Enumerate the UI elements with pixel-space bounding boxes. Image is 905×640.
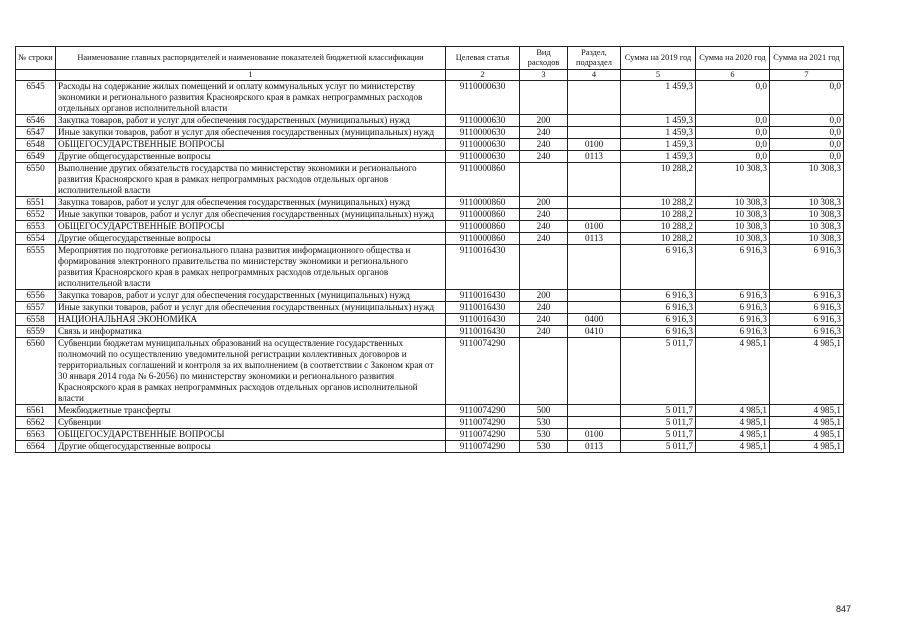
row-number: 6547 bbox=[16, 127, 56, 139]
row-target-article: 9110016430 bbox=[446, 290, 520, 302]
row-number: 6557 bbox=[16, 302, 56, 314]
row-number: 6556 bbox=[16, 290, 56, 302]
table-row bbox=[16, 139, 844, 151]
row-number: 6564 bbox=[16, 441, 56, 453]
row-section bbox=[568, 245, 621, 290]
row-target-article: 9110000860 bbox=[446, 197, 520, 209]
row-sum-2021: 10 308,3 bbox=[770, 197, 844, 209]
row-sum-2020: 6 916,3 bbox=[696, 290, 770, 302]
table-row bbox=[16, 314, 844, 326]
row-sum-2021: 6 916,3 bbox=[770, 245, 844, 290]
row-expense-type: 530 bbox=[520, 441, 568, 453]
row-sum-2020: 10 308,3 bbox=[696, 163, 770, 197]
row-sum-2019: 1 459,3 bbox=[621, 151, 696, 163]
row-sum-2021: 6 916,3 bbox=[770, 290, 844, 302]
row-sum-2019: 6 916,3 bbox=[621, 245, 696, 290]
header-row bbox=[16, 47, 844, 70]
row-target-article: 9110000860 bbox=[446, 221, 520, 233]
row-sum-2019: 1 459,3 bbox=[621, 139, 696, 151]
row-section: 0100 bbox=[568, 139, 621, 151]
table-row bbox=[16, 405, 844, 417]
row-target-article: 9110000860 bbox=[446, 209, 520, 221]
row-target-article: 9110074290 bbox=[446, 405, 520, 417]
row-name: Связь и информатика bbox=[56, 326, 446, 338]
row-expense-type bbox=[520, 163, 568, 197]
header-sum-2019: Сумма на 2019 год bbox=[621, 47, 696, 70]
row-target-article: 9110016430 bbox=[446, 314, 520, 326]
row-sum-2019: 5 011,7 bbox=[621, 417, 696, 429]
row-number: 6553 bbox=[16, 221, 56, 233]
row-sum-2020: 6 916,3 bbox=[696, 302, 770, 314]
row-expense-type: 240 bbox=[520, 209, 568, 221]
row-target-article: 9110000630 bbox=[446, 139, 520, 151]
row-number: 6563 bbox=[16, 429, 56, 441]
row-expense-type: 240 bbox=[520, 314, 568, 326]
table-row bbox=[16, 115, 844, 127]
row-name: Закупка товаров, работ и услуг для обеспечения государственных (муниципальных) нужд bbox=[56, 197, 446, 209]
table-row bbox=[16, 127, 844, 139]
row-expense-type: 240 bbox=[520, 127, 568, 139]
row-name: Закупка товаров, работ и услуг для обеспечения государственных (муниципальных) нужд bbox=[56, 115, 446, 127]
table-row bbox=[16, 221, 844, 233]
row-name: Выполнение других обязательств государства по министерству экономики и регионального развития Красноярского края в рамках непрограммных расходов отдельных органов исполнительной власти bbox=[56, 163, 446, 197]
row-sum-2019: 10 288,2 bbox=[621, 233, 696, 245]
row-name: Другие общегосударственные вопросы bbox=[56, 233, 446, 245]
row-name: ОБЩЕГОСУДАРСТВЕННЫЕ ВОПРОСЫ bbox=[56, 139, 446, 151]
row-expense-type: 240 bbox=[520, 139, 568, 151]
table-row bbox=[16, 163, 844, 197]
row-expense-type: 530 bbox=[520, 429, 568, 441]
table-row bbox=[16, 441, 844, 453]
row-expense-type: 240 bbox=[520, 326, 568, 338]
row-section bbox=[568, 405, 621, 417]
row-target-article: 9110016430 bbox=[446, 245, 520, 290]
row-expense-type: 200 bbox=[520, 115, 568, 127]
row-name: Другие общегосударственные вопросы bbox=[56, 441, 446, 453]
row-section bbox=[568, 338, 621, 405]
row-section bbox=[568, 290, 621, 302]
row-section: 0410 bbox=[568, 326, 621, 338]
row-sum-2020: 0,0 bbox=[696, 127, 770, 139]
row-sum-2020: 4 985,1 bbox=[696, 429, 770, 441]
row-section bbox=[568, 115, 621, 127]
row-target-article: 9110074290 bbox=[446, 441, 520, 453]
row-sum-2020: 0,0 bbox=[696, 115, 770, 127]
row-sum-2020: 0,0 bbox=[696, 81, 770, 115]
row-section: 0100 bbox=[568, 221, 621, 233]
row-name: Иные закупки товаров, работ и услуг для обеспечения государственных (муниципальных) нужд bbox=[56, 127, 446, 139]
row-target-article: 9110000630 bbox=[446, 81, 520, 115]
row-name: Субвенции bbox=[56, 417, 446, 429]
row-target-article: 9110074290 bbox=[446, 417, 520, 429]
row-section: 0100 bbox=[568, 429, 621, 441]
row-expense-type bbox=[520, 81, 568, 115]
row-expense-type: 200 bbox=[520, 197, 568, 209]
row-sum-2020: 10 308,3 bbox=[696, 197, 770, 209]
header-type: Вид расходов bbox=[520, 47, 568, 70]
row-sum-2021: 0,0 bbox=[770, 115, 844, 127]
table-row bbox=[16, 233, 844, 245]
row-sum-2021: 4 985,1 bbox=[770, 429, 844, 441]
row-expense-type: 200 bbox=[520, 290, 568, 302]
row-section bbox=[568, 302, 621, 314]
row-section: 0400 bbox=[568, 314, 621, 326]
table-row bbox=[16, 151, 844, 163]
budget-table bbox=[15, 46, 844, 453]
header-target: Целевая статья bbox=[446, 47, 520, 70]
table-body bbox=[16, 81, 844, 453]
row-section: 0113 bbox=[568, 233, 621, 245]
row-expense-type: 530 bbox=[520, 417, 568, 429]
row-sum-2019: 1 459,3 bbox=[621, 115, 696, 127]
row-sum-2021: 4 985,1 bbox=[770, 338, 844, 405]
row-target-article: 9110016430 bbox=[446, 326, 520, 338]
row-sum-2021: 0,0 bbox=[770, 151, 844, 163]
page-number: 847 bbox=[836, 604, 852, 614]
row-expense-type: 240 bbox=[520, 151, 568, 163]
row-sum-2021: 0,0 bbox=[770, 127, 844, 139]
row-sum-2021: 0,0 bbox=[770, 139, 844, 151]
row-section bbox=[568, 197, 621, 209]
row-name: НАЦИОНАЛЬНАЯ ЭКОНОМИКА bbox=[56, 314, 446, 326]
row-number: 6559 bbox=[16, 326, 56, 338]
table-row bbox=[16, 326, 844, 338]
row-sum-2021: 4 985,1 bbox=[770, 441, 844, 453]
row-sum-2019: 6 916,3 bbox=[621, 314, 696, 326]
row-number: 6555 bbox=[16, 245, 56, 290]
row-number: 6552 bbox=[16, 209, 56, 221]
row-sum-2019: 10 288,2 bbox=[621, 197, 696, 209]
row-sum-2019: 1 459,3 bbox=[621, 127, 696, 139]
row-sum-2020: 0,0 bbox=[696, 139, 770, 151]
row-sum-2019: 5 011,7 bbox=[621, 441, 696, 453]
row-number: 6561 bbox=[16, 405, 56, 417]
row-section: 0113 bbox=[568, 151, 621, 163]
row-sum-2019: 5 011,7 bbox=[621, 405, 696, 417]
row-sum-2021: 10 308,3 bbox=[770, 221, 844, 233]
row-number: 6560 bbox=[16, 338, 56, 405]
row-expense-type: 240 bbox=[520, 221, 568, 233]
row-sum-2020: 4 985,1 bbox=[696, 417, 770, 429]
row-target-article: 9110016430 bbox=[446, 302, 520, 314]
row-sum-2020: 6 916,3 bbox=[696, 245, 770, 290]
row-sum-2020: 6 916,3 bbox=[696, 314, 770, 326]
table-row bbox=[16, 338, 844, 405]
column-number: 6 bbox=[696, 70, 770, 81]
header-section: Раздел, подраздел bbox=[568, 47, 621, 70]
row-sum-2020: 10 308,3 bbox=[696, 221, 770, 233]
header-name: Наименование главных распорядителей и наименование показателей бюджетной классификации bbox=[56, 47, 446, 70]
header-sum-2020: Сумма на 2020 год bbox=[696, 47, 770, 70]
row-number: 6558 bbox=[16, 314, 56, 326]
row-section: 0113 bbox=[568, 441, 621, 453]
row-expense-type: 240 bbox=[520, 233, 568, 245]
row-target-article: 9110000630 bbox=[446, 115, 520, 127]
row-target-article: 9110000630 bbox=[446, 127, 520, 139]
row-section bbox=[568, 417, 621, 429]
row-section bbox=[568, 209, 621, 221]
column-number: 3 bbox=[520, 70, 568, 81]
row-section bbox=[568, 81, 621, 115]
row-number: 6554 bbox=[16, 233, 56, 245]
column-number-row bbox=[16, 70, 844, 81]
row-expense-type bbox=[520, 338, 568, 405]
row-sum-2020: 10 308,3 bbox=[696, 209, 770, 221]
row-target-article: 9110000860 bbox=[446, 163, 520, 197]
column-number: 7 bbox=[770, 70, 844, 81]
row-sum-2019: 5 011,7 bbox=[621, 429, 696, 441]
row-sum-2020: 6 916,3 bbox=[696, 326, 770, 338]
table-row bbox=[16, 290, 844, 302]
row-sum-2021: 6 916,3 bbox=[770, 302, 844, 314]
row-name: Мероприятия по подготовке регионального плана развития информационного общества и формирования электронного правительства по министерству экономики и регионального развития Красноярского края в рамках непрограммных расходов отдельных органов исполнительной власти bbox=[56, 245, 446, 290]
row-sum-2019: 10 288,2 bbox=[621, 163, 696, 197]
row-sum-2019: 6 916,3 bbox=[621, 290, 696, 302]
row-sum-2020: 10 308,3 bbox=[696, 233, 770, 245]
row-sum-2021: 10 308,3 bbox=[770, 163, 844, 197]
column-number bbox=[16, 70, 56, 81]
row-name: Другие общегосударственные вопросы bbox=[56, 151, 446, 163]
row-sum-2021: 4 985,1 bbox=[770, 405, 844, 417]
row-sum-2019: 1 459,3 bbox=[621, 81, 696, 115]
row-sum-2019: 5 011,7 bbox=[621, 338, 696, 405]
row-name: ОБЩЕГОСУДАРСТВЕННЫЕ ВОПРОСЫ bbox=[56, 221, 446, 233]
row-expense-type bbox=[520, 245, 568, 290]
row-number: 6562 bbox=[16, 417, 56, 429]
table-row bbox=[16, 245, 844, 290]
row-expense-type: 500 bbox=[520, 405, 568, 417]
row-sum-2020: 4 985,1 bbox=[696, 405, 770, 417]
row-sum-2021: 0,0 bbox=[770, 81, 844, 115]
row-name: Иные закупки товаров, работ и услуг для обеспечения государственных (муниципальных) нужд bbox=[56, 209, 446, 221]
row-sum-2019: 6 916,3 bbox=[621, 326, 696, 338]
row-sum-2019: 10 288,2 bbox=[621, 209, 696, 221]
row-sum-2021: 10 308,3 bbox=[770, 233, 844, 245]
row-name: Расходы на содержание жилых помещений и оплату коммунальных услуг по министерству экономики и регионального развития Красноярского края в рамках непрограммных расходов отдельных органов исполнительной власти bbox=[56, 81, 446, 115]
row-section bbox=[568, 163, 621, 197]
column-number: 2 bbox=[446, 70, 520, 81]
row-sum-2021: 10 308,3 bbox=[770, 209, 844, 221]
row-number: 6549 bbox=[16, 151, 56, 163]
row-expense-type: 240 bbox=[520, 302, 568, 314]
row-target-article: 9110074290 bbox=[446, 338, 520, 405]
column-number: 5 bbox=[621, 70, 696, 81]
row-sum-2021: 6 916,3 bbox=[770, 314, 844, 326]
table-row bbox=[16, 429, 844, 441]
row-number: 6550 bbox=[16, 163, 56, 197]
row-sum-2020: 4 985,1 bbox=[696, 338, 770, 405]
row-sum-2019: 6 916,3 bbox=[621, 302, 696, 314]
row-sum-2020: 0,0 bbox=[696, 151, 770, 163]
table-row bbox=[16, 197, 844, 209]
row-sum-2021: 4 985,1 bbox=[770, 417, 844, 429]
row-name: Иные закупки товаров, работ и услуг для обеспечения государственных (муниципальных) нужд bbox=[56, 302, 446, 314]
row-name: ОБЩЕГОСУДАРСТВЕННЫЕ ВОПРОСЫ bbox=[56, 429, 446, 441]
table-row bbox=[16, 302, 844, 314]
column-number: 4 bbox=[568, 70, 621, 81]
row-number: 6546 bbox=[16, 115, 56, 127]
header-sum-2021: Сумма на 2021 год bbox=[770, 47, 844, 70]
row-name: Межбюджетные трансферты bbox=[56, 405, 446, 417]
row-number: 6551 bbox=[16, 197, 56, 209]
row-sum-2020: 4 985,1 bbox=[696, 441, 770, 453]
table-row bbox=[16, 417, 844, 429]
row-name: Субвенции бюджетам муниципальных образований на осуществление государственных полномочий по осуществлению уведомительной регистрации коллективных договоров и территориальных соглашений и контроля за их выполнением (в соответствии с Законом края от 30 января 2014 года № 6-2056) по министерству экономики и регионального развития Красноярского края в рамках непрограммных расходов отдельных органов исполнительной власти bbox=[56, 338, 446, 405]
row-number: 6548 bbox=[16, 139, 56, 151]
row-section bbox=[568, 127, 621, 139]
row-target-article: 9110074290 bbox=[446, 429, 520, 441]
row-sum-2021: 6 916,3 bbox=[770, 326, 844, 338]
row-number: 6545 bbox=[16, 81, 56, 115]
row-sum-2019: 10 288,2 bbox=[621, 221, 696, 233]
header-row-no: № строки bbox=[16, 47, 56, 70]
table-row bbox=[16, 81, 844, 115]
row-target-article: 9110000630 bbox=[446, 151, 520, 163]
row-name: Закупка товаров, работ и услуг для обеспечения государственных (муниципальных) нужд bbox=[56, 290, 446, 302]
table-row bbox=[16, 209, 844, 221]
row-target-article: 9110000860 bbox=[446, 233, 520, 245]
column-number: 1 bbox=[56, 70, 446, 81]
